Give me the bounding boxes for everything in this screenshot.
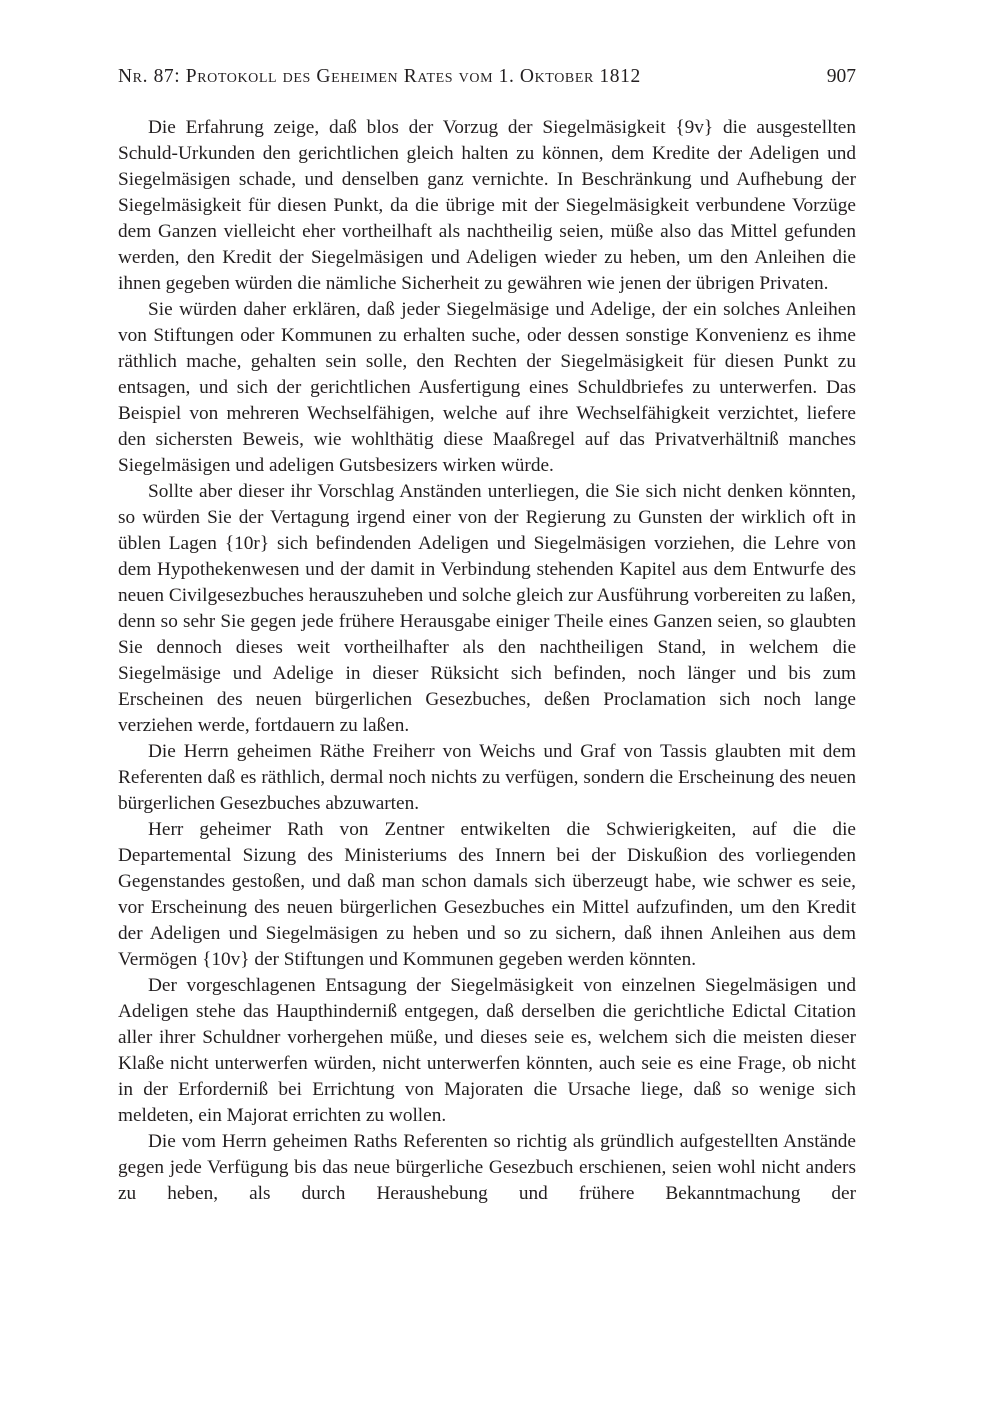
paragraph: Die vom Herrn geheimen Raths Referenten so richtig als gründlich aufgestellten Anstände gegen jede Verfügung bis das neue bürgerliche Gesezbuch erschienen, seien wohl nicht anders zu heben, als durch Heraushebung und frühere Bekanntmachung der — [118, 1131, 856, 1204]
document-page — [118, 62, 856, 1207]
paragraph: Die Erfahrung zeige, daß blos der Vorzug der Siegelmäsigkeit {9v} die ausgestellten Schuld-Urkunden den gerichtlichen gleich halten zu können, dem Kredite der Adeligen und Siegelmäsigen schade, und denselben ganz vernichte. In Beschränkung und Aufhebung der Siegelmäsigkeit für diesen Punkt, da die übrige mit der Siegelmäsigkeit verbundene Vorzüge dem Ganzen vielleicht eher vortheilhaft als nachtheilig seien, müße also das Mittel gefunden werden, den Kredit der Siegelmäsigen und Adeligen wieder zu heben, um den Anleihen die ihnen gegeben würden die nämliche Sicherheit zu gewähren wie jenen der übrigen Privaten. — [118, 117, 856, 294]
running-head — [118, 62, 856, 92]
running-head-title: Nr. 87: Protokoll des Geheimen Rates vom 1. Oktober 1812 — [118, 66, 641, 87]
paragraph: Die Herrn geheimen Räthe Freiherr von Weichs und Graf von Tassis glaubten mit dem Referenten daß es räthlich, dermal noch nichts zu verfügen, sondern die Erscheinung des neuen bürgerlichen Gesezbuches abzuwarten. — [118, 741, 856, 814]
paragraph: Herr geheimer Rath von Zentner entwikelten die Schwierigkeiten, auf die die Departemental Sizung des Ministeriums des Innern bei der Diskußion des vorliegenden Gegenstandes gestoßen, und daß man schon damals sich überzeugt habe, wie schwer es seie, vor Erscheinung des neuen bürgerlichen Gesezbuches ein Mittel aufzufinden, um den Kredit der Adeligen und Siegelmäsigen zu heben und so zu sichern, daß ihnen Anleihen aus dem Vermögen {10v} der Stiftungen und Kommunen gegeben werden könnten. — [118, 819, 856, 970]
page-number: 907 — [826, 66, 856, 87]
body-text — [118, 115, 856, 1207]
paragraph: Sie würden daher erklären, daß jeder Siegelmäsige und Adelige, der ein solches Anleihen von Stiftungen oder Kommunen zu erhalten suche, oder dessen sonstige Konvenienz es ihme räthlich mache, gehalten sein solle, den Rechten der Siegelmäsigkeit für diesen Punkt zu entsagen, und sich der gerichtlichen Ausfertigung eines Schuldbriefes zu unterwerfen. Das Beispiel von mehreren Wechselfähigen, welche auf ihre Wechselfähigkeit verzichtet, liefere den sichersten Beweis, wie wohlthätig diese Maaßregel auf das Privatverhältniß manches Siegelmäsigen und adeligen Gutsbesizers wirken würde. — [118, 299, 856, 476]
paragraph: Sollte aber dieser ihr Vorschlag Anständen unterliegen, die Sie sich nicht denken könnten, so würden Sie der Vertagung irgend einer von der Regierung zu Gunsten der wirklich oft in üblen Lagen {10r} sich befindenden Adeligen und Siegelmäsigen vorziehen, die Lehre von dem Hypothekenwesen und der damit in Verbindung stehenden Kapitel aus dem Entwurfe des neuen Civilgesezbuches herauszuheben und solche gleich zur Ausführung vorbereiten zu laßen, denn so sehr Sie gegen jede frühere Herausgabe einiger Theile eines Ganzen seien, so glaubten Sie dennoch dieses weit vortheilhafter als den nachtheiligen Stand, in welchem die Siegelmäsige und Adelige in dieser Rüksicht sich befinden, noch länger und bis zum Erscheinen des neuen bürgerlichen Gesezbuches, deßen Proclamation sich noch lange verziehen werde, fortdauern zu laßen. — [118, 481, 856, 736]
paragraph: Der vorgeschlagenen Entsagung der Siegelmäsigkeit von einzelnen Siegelmäsigen und Adeligen stehe das Haupthinderniß entgegen, daß derselben die gerichtliche Edictal Citation aller ihrer Schuldner vorhergehen müße, und dieses seie es, welchem sich die meisten dieser Klaße nicht unterwerfen würden, nicht unterwerfen könnten, auch seie es eine Frage, ob nicht in der Erforderniß bei Errichtung von Majoraten die Ursache liege, daß so wenige sich meldeten, ein Majorat errichten zu wollen. — [118, 975, 856, 1126]
